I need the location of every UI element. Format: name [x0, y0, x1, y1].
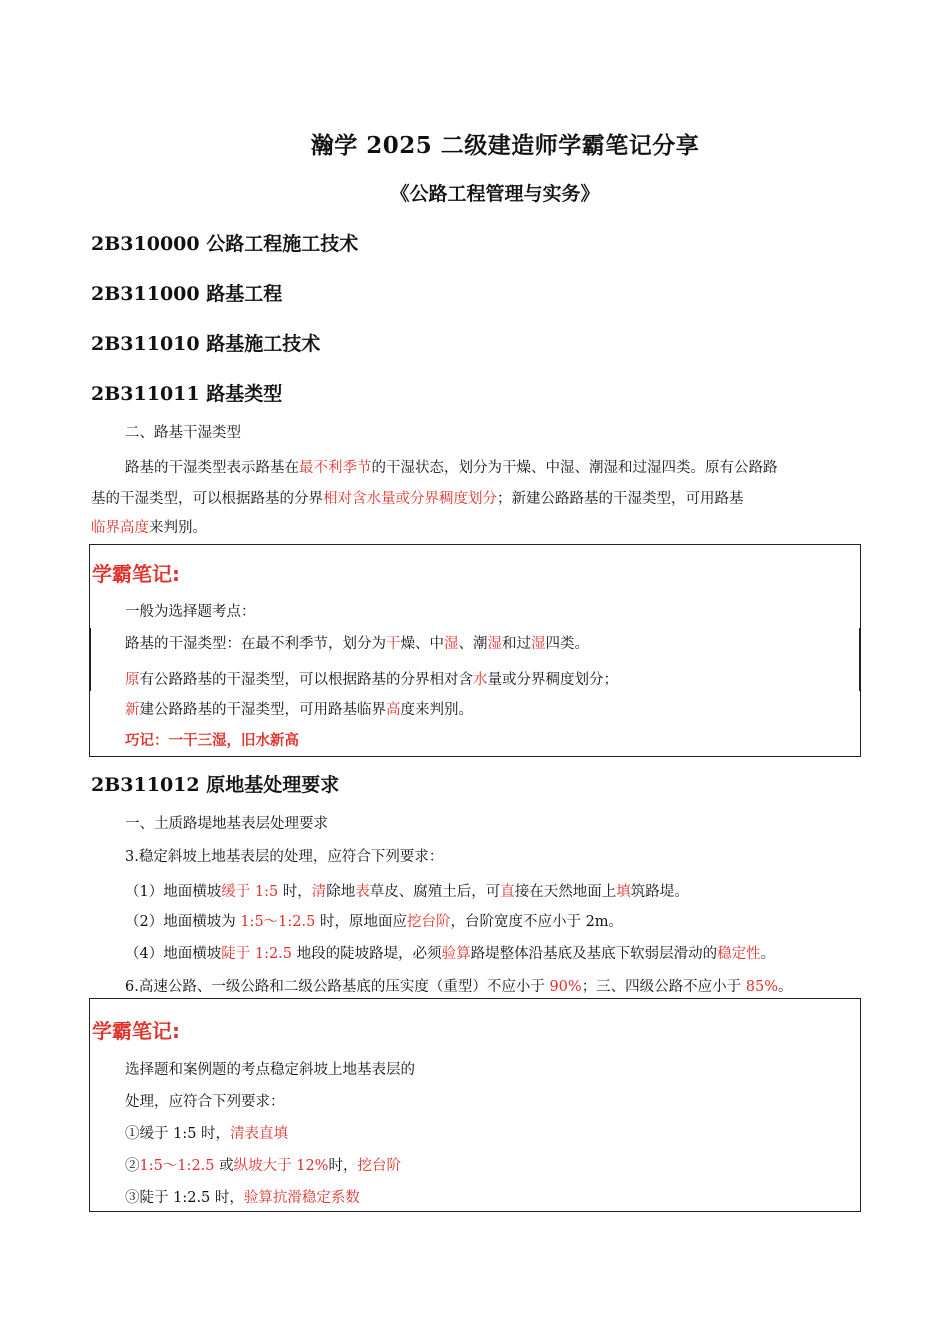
text: 。	[760, 946, 776, 962]
text: ，台阶宽度不应小于 2m。	[450, 914, 624, 930]
heading-2b311011: 2B311011 路基类型	[91, 383, 283, 405]
text: 筑路堤。	[630, 884, 689, 900]
highlight-text: 挖台阶	[406, 914, 451, 930]
text: 时，	[328, 1158, 358, 1174]
note-line	[125, 1154, 401, 1175]
text: （2）地面横坡为	[125, 914, 241, 930]
item-line: 3.稳定斜坡上地基表层的处理，应符合下列要求：	[125, 849, 444, 865]
text: 有公路路基的干湿类型，可以根据路基的分界相对含	[139, 672, 473, 688]
highlight-text: 水	[473, 672, 488, 688]
highlight-text: 陡于 1:2.5	[221, 946, 293, 962]
text: 6.高速公路、一级公路和二级公路基底的压实度（重型）不应小于	[125, 979, 550, 995]
text: 度来判别。	[400, 702, 473, 718]
section-heading-dry-wet: 二、路基干湿类型	[125, 425, 241, 441]
heading-2b310000: 2B310000 公路工程施工技术	[91, 233, 359, 255]
note-line	[125, 1122, 288, 1143]
heading-2b311000: 2B311000 路基工程	[91, 283, 283, 305]
text: 接在天然地面上	[514, 884, 617, 900]
paragraph-line	[125, 456, 778, 477]
highlight-text: 湿	[487, 636, 502, 652]
text: 四类。	[545, 636, 589, 652]
highlight-text: 填	[616, 884, 631, 900]
note-line: 处理，应符合下列要求：	[125, 1094, 285, 1110]
highlight-text: 清表直填	[230, 1126, 289, 1142]
text: 时，	[278, 884, 312, 900]
highlight-text: 湿	[531, 636, 546, 652]
highlight-text: 缓于 1:5	[221, 884, 279, 900]
highlight-text: 验算	[441, 946, 471, 962]
item-line	[125, 910, 623, 931]
text: ③陡于 1:2.5 时，	[125, 1190, 244, 1206]
text: 的干湿状态，划分为干燥、中湿、潮湿和过湿四类。原有公路路	[371, 460, 778, 476]
highlight-text: 85%	[745, 979, 779, 995]
text: 来判别。	[149, 520, 207, 536]
text: 地段的陡坡路堤，必须	[292, 946, 442, 962]
text: 路堤整体沿基底及基底下软弱层滑动的	[470, 946, 718, 962]
highlight-text: 湿	[444, 636, 459, 652]
text: 燥、中	[400, 636, 444, 652]
text: ②	[125, 1158, 140, 1174]
item-line	[125, 880, 689, 901]
text: 。	[778, 979, 793, 995]
text: 和过	[502, 636, 531, 652]
heading-2b311010: 2B311010 路基施工技术	[91, 333, 321, 355]
highlight-text: 挖台阶	[357, 1158, 401, 1174]
mnemonic-tip: 巧记：一干三湿，旧水新高	[125, 732, 299, 749]
highlight-text: 清	[311, 884, 327, 900]
highlight-text: 纵坡大于 12%	[233, 1158, 329, 1174]
note-line	[125, 1186, 360, 1207]
highlight-text: 1:5～1:2.5	[139, 1158, 215, 1174]
paragraph-line	[91, 487, 744, 508]
text: 量或分界稠度划分；	[487, 672, 618, 688]
text: 除地	[326, 884, 356, 900]
highlight-text: 1:5～1:2.5	[240, 914, 316, 930]
text: ；新建公路路基的干湿类型，可用路基	[497, 491, 744, 507]
margin-bar	[89, 628, 91, 691]
document-subtitle: 《公路工程管理与实务》	[390, 183, 600, 205]
text: 、潮	[458, 636, 488, 652]
highlight-text: 新	[125, 702, 140, 718]
heading-2b311012: 2B311012 原地基处理要求	[91, 774, 340, 796]
item-line	[125, 942, 775, 963]
highlight-text: 干	[386, 636, 401, 652]
note-line	[125, 668, 618, 689]
text: ①缓于 1:5 时，	[125, 1126, 231, 1142]
item-line	[125, 975, 793, 996]
section-heading-foundation: 一、土质路堤地基表层处理要求	[125, 816, 328, 832]
document-title: 瀚学 2025 二级建造师学霸笔记分享	[310, 132, 700, 159]
text: 基的干湿类型，可以根据路基的分界	[91, 491, 323, 507]
text: 建公路路基的干湿类型，可用路基临界	[139, 702, 386, 718]
highlight-text: 稳定性	[717, 946, 761, 962]
paragraph-line	[91, 516, 207, 537]
text: ；三、四级公路不应小于	[581, 979, 746, 995]
highlight-text: 高	[386, 702, 401, 718]
text: （1）地面横坡	[125, 884, 222, 900]
highlight-text: 直	[500, 884, 515, 900]
text: 或	[214, 1158, 234, 1174]
highlight-text: 原	[125, 672, 140, 688]
text: （4）地面横坡	[125, 946, 222, 962]
text: 路基的干湿类型表示路基在	[125, 460, 299, 476]
highlight-text: 表	[355, 884, 370, 900]
highlight-text: 90%	[549, 979, 582, 995]
note-line	[125, 632, 589, 653]
note-line: 选择题和案例题的考点稳定斜坡上地基表层的	[125, 1062, 415, 1078]
highlight-text: 验算抗滑稳定系数	[243, 1190, 360, 1206]
note-title: 学霸笔记:	[92, 562, 180, 586]
text: 路基的干湿类型：在最不利季节，划分为	[125, 636, 386, 652]
highlight-text: 临界高度	[91, 520, 149, 536]
text: 时，原地面应	[315, 914, 407, 930]
margin-bar	[859, 628, 861, 691]
text: 草皮、腐殖土后，可	[369, 884, 501, 900]
note-line	[125, 698, 473, 719]
highlight-text: 最不利季节	[299, 460, 372, 476]
highlight-text: 相对含水量或分界稠度划分	[323, 491, 497, 507]
note-title: 学霸笔记:	[92, 1019, 180, 1043]
note-line: 一般为选择题考点：	[125, 604, 256, 620]
